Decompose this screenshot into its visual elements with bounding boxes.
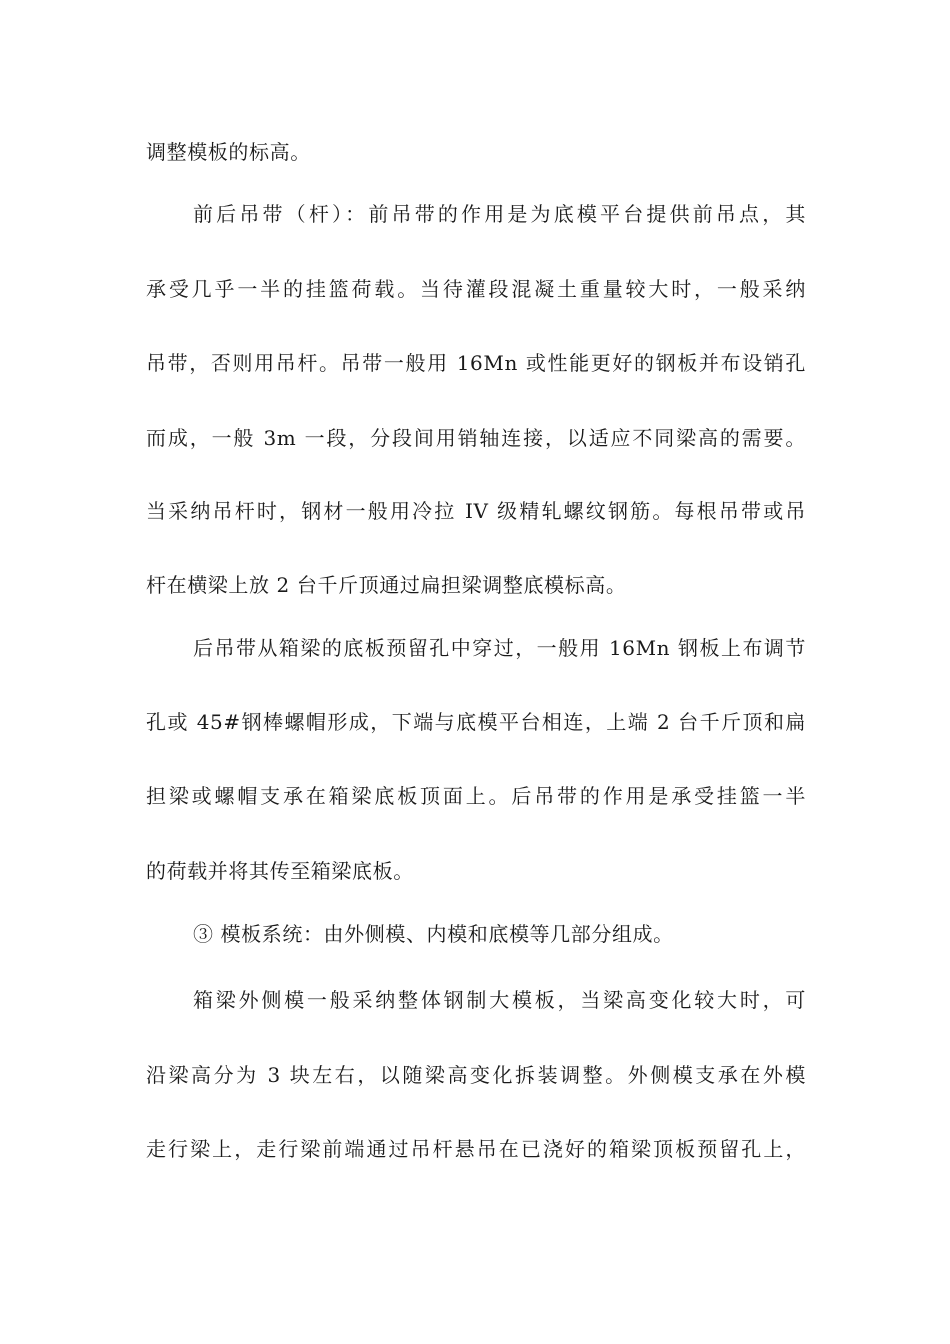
text-line-11: 的荷载并将其传至箱梁底板。 (146, 859, 414, 883)
text-line-9: 孔或 45#钢棒螺帽形成，下端与底模平台相连，上端 2 台千斤顶和扁 (146, 710, 806, 734)
text-line-4: 吊带，否则用吊杆。吊带一般用 16Mn 或性能更好的钢板并布设销孔 (146, 351, 806, 375)
text-line-5: 而成，一般 3m 一段，分段间用销轴连接，以适应不同梁高的需要。 (146, 426, 806, 450)
text-line-12: ③ 模板系统：由外侧模、内模和底模等几部分组成。 (193, 922, 674, 946)
text-line-13: 箱梁外侧模一般采纳整体钢制大模板，当梁高变化较大时，可 (193, 988, 806, 1012)
text-line-1: 调整模板的标高。 (146, 140, 311, 164)
text-line-15: 走行梁上，走行梁前端通过吊杆悬吊在已浇好的箱梁顶板预留孔上， (146, 1137, 806, 1161)
text-line-8: 后吊带从箱梁的底板预留孔中穿过，一般用 16Mn 钢板上布调节 (193, 636, 806, 660)
text-line-3: 承受几乎一半的挂篮荷载。当待灌段混凝土重量较大时，一般采纳 (146, 277, 806, 301)
text-line-7: 杆在横梁上放 2 台千斤顶通过扁担梁调整底模标高。 (146, 573, 627, 597)
text-line-2: 前后吊带（杆）：前吊带的作用是为底模平台提供前吊点，其 (193, 202, 806, 226)
text-line-6: 当采纳吊杆时，钢材一般用冷拉 IV 级精轧螺纹钢筋。每根吊带或吊 (146, 499, 806, 523)
text-line-10: 担梁或螺帽支承在箱梁底板顶面上。后吊带的作用是承受挂篮一半 (146, 784, 806, 808)
text-line-14: 沿梁高分为 3 块左右，以随梁高变化拆装调整。外侧模支承在外模 (146, 1063, 806, 1087)
